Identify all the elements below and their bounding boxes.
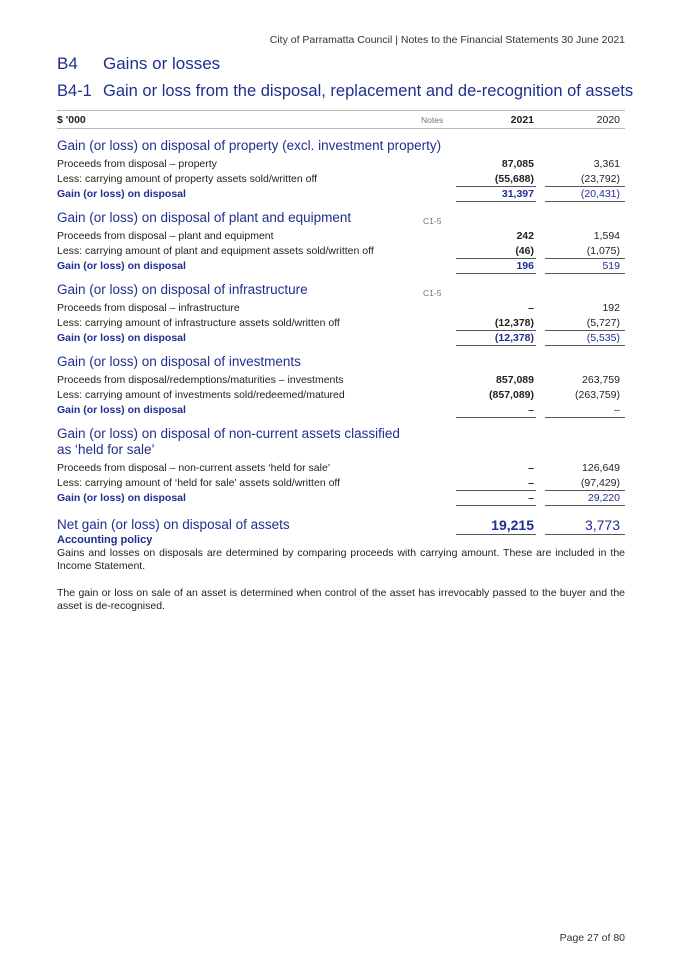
policy-paragraph: The gain or loss on sale of an asset is determined when control of the asset has irrevocably passed to the buyer and the asset is de-recognised. (57, 587, 625, 612)
section-title-property (57, 138, 625, 154)
section-note: C1-5 (423, 216, 442, 226)
total-label: Gain (or loss) on disposal (57, 404, 186, 416)
section-title-investments (57, 354, 625, 370)
table-row (57, 244, 625, 259)
table-row (57, 316, 625, 331)
subsection-heading (57, 82, 633, 101)
value-2020: (97,429) (580, 477, 620, 489)
value-2020: 126,649 (582, 462, 620, 474)
section-title-text: Gain (or loss) on disposal of property (excl. investment property) (57, 138, 442, 153)
page-number: Page 27 of 80 (559, 932, 625, 944)
table-row (57, 373, 625, 388)
total-2020: (5,535) (586, 332, 620, 344)
table-header (57, 110, 625, 129)
total-rule (456, 417, 536, 418)
value-2021: 857,089 (496, 374, 534, 386)
disposal-table (57, 110, 625, 535)
total-2020: – (614, 404, 620, 416)
section-heading (57, 54, 220, 74)
value-2020: (263,759) (575, 389, 620, 401)
total-label: Gain (or loss) on disposal (57, 260, 186, 272)
total-rule (545, 345, 625, 346)
table-row (57, 229, 625, 244)
value-2021: 87,085 (501, 158, 534, 170)
section-title-held-for-sale (57, 426, 417, 458)
section-title-text: Gain (or loss) on disposal of investments (57, 354, 301, 369)
net-gain-2021: 19,215 (491, 517, 534, 533)
section-note: C1-5 (423, 288, 442, 298)
value-2020: (1,075) (586, 245, 620, 257)
policy-title: Accounting policy (57, 534, 153, 546)
section-title-infrastructure (57, 282, 625, 298)
total-rule (545, 201, 625, 202)
total-rule (545, 505, 625, 506)
total-rule (545, 273, 625, 274)
net-gain-2020: 3,773 (584, 517, 620, 533)
table-row (57, 461, 625, 476)
year-2021-header: 2021 (510, 114, 534, 126)
section-title-text: Gain (or loss) on disposal of infrastructure (57, 282, 308, 297)
total-label: Gain (or loss) on disposal (57, 332, 186, 344)
subsection-number: B4-1 (57, 82, 92, 100)
total-label: Gain (or loss) on disposal (57, 492, 186, 504)
year-2020-header: 2020 (596, 114, 620, 126)
table-row (57, 172, 625, 187)
total-row (57, 403, 625, 418)
row-label: Proceeds from disposal – property (57, 158, 217, 170)
value-2020: 1,594 (593, 230, 620, 242)
value-2021: (857,089) (489, 389, 534, 401)
total-row (57, 259, 625, 274)
row-label: Proceeds from disposal/redemptions/maturities – investments (57, 374, 344, 386)
row-label: Less: carrying amount of infrastructure assets sold/written off (57, 317, 340, 329)
value-2020: (5,727) (586, 317, 620, 329)
value-2021: 242 (516, 230, 534, 242)
row-label: Proceeds from disposal – non-current assets ‘held for sale’ (57, 462, 331, 474)
value-2020: (23,792) (580, 173, 620, 185)
value-2021: – (528, 302, 534, 314)
row-label: Less: carrying amount of ‘held for sale’ assets sold/written off (57, 477, 341, 489)
accounting-policy (57, 534, 625, 613)
value-2021: (55,688) (494, 173, 534, 185)
total-row (57, 187, 625, 202)
net-gain-label: Net gain (or loss) on disposal of assets (57, 517, 290, 532)
total-rule (545, 417, 625, 418)
unit-label: $ '000 (57, 114, 86, 126)
table-row (57, 388, 625, 403)
table-row (57, 476, 625, 491)
table-row (57, 157, 625, 172)
total-rule (456, 273, 536, 274)
value-2020: 3,361 (593, 158, 620, 170)
net-gain-row (57, 515, 625, 535)
value-2020: 192 (602, 302, 620, 314)
value-2021: – (528, 462, 534, 474)
value-2021: – (528, 477, 534, 489)
row-label: Proceeds from disposal – plant and equipment (57, 230, 274, 242)
value-2020: 263,759 (582, 374, 620, 386)
total-label: Gain (or loss) on disposal (57, 188, 186, 200)
row-label: Proceeds from disposal – infrastructure (57, 302, 240, 314)
total-2021: – (528, 404, 534, 416)
total-rule (456, 505, 536, 506)
subsection-title: Gain or loss from the disposal, replacement and de-recognition of assets (103, 82, 634, 100)
page-header: City of Parramatta Council | Notes to the Financial Statements 30 June 2021 (269, 34, 625, 46)
notes-column-header: Notes (421, 115, 444, 125)
row-label: Less: carrying amount of property assets sold/written off (57, 173, 318, 185)
total-row (57, 491, 625, 506)
value-2021: (12,378) (494, 317, 534, 329)
table-row (57, 301, 625, 316)
section-number: B4 (57, 54, 78, 73)
section-title-text: Gain (or loss) on disposal of plant and equipment (57, 210, 352, 225)
total-2020: (20,431) (580, 188, 620, 200)
total-2021: 31,397 (501, 188, 534, 200)
total-2021: – (528, 492, 534, 504)
total-rule (456, 345, 536, 346)
total-rule (456, 201, 536, 202)
policy-paragraph: Gains and losses on disposals are determined by comparing proceeds with carrying amount. These are included in the Income Statement. (57, 547, 625, 572)
total-2021: 196 (516, 260, 534, 272)
total-row (57, 331, 625, 346)
section-title-text: Gain (or loss) on disposal of non-current assets classified as ‘held for sale’ (57, 426, 400, 457)
section-title-plant (57, 210, 625, 226)
section-title: Gains or losses (103, 54, 221, 73)
total-2021: (12,378) (494, 332, 534, 344)
row-label: Less: carrying amount of plant and equipment assets sold/written off (57, 245, 374, 257)
row-label: Less: carrying amount of investments sold/redeemed/matured (57, 389, 345, 401)
total-2020: 29,220 (587, 492, 620, 504)
value-2021: (46) (515, 245, 534, 257)
total-2020: 519 (602, 260, 620, 272)
